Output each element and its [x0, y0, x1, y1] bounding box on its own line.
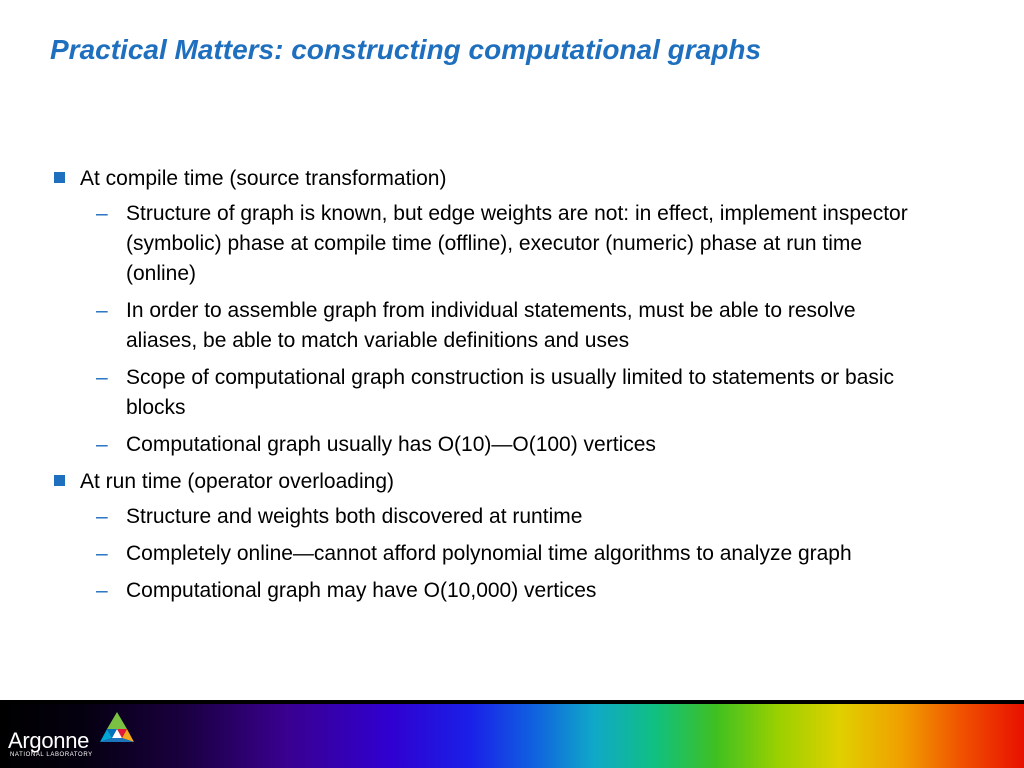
slide-title: Practical Matters: constructing computational graphs — [50, 34, 762, 65]
sub-bullet-item — [80, 576, 912, 606]
footer-spectrum-bar — [0, 700, 1024, 768]
sub-bullet-item — [80, 430, 912, 460]
square-bullet-icon — [54, 475, 65, 486]
sub-bullet-item — [80, 296, 912, 356]
square-bullet-icon — [54, 172, 65, 183]
sub-bullet-text: Completely online—cannot afford polynomial time algorithms to analyze graph — [126, 542, 852, 565]
bullet-list — [52, 164, 912, 613]
dash-bullet-icon: – — [96, 542, 108, 565]
bullet-text: At compile time (source transformation) — [80, 167, 447, 190]
argonne-triangle-logo-icon — [98, 710, 136, 746]
sub-bullet-list — [80, 502, 912, 606]
dash-bullet-icon: – — [96, 505, 108, 528]
dash-bullet-icon: – — [96, 433, 108, 456]
sub-bullet-item — [80, 539, 912, 569]
sub-bullet-text: Computational graph may have O(10,000) vertices — [126, 579, 597, 602]
sub-bullet-item — [80, 199, 912, 289]
bullet-item — [52, 164, 912, 460]
sub-bullet-item — [80, 502, 912, 532]
bullet-text: At run time (operator overloading) — [80, 470, 394, 493]
dash-bullet-icon: – — [96, 202, 108, 225]
footer-divider — [0, 700, 1024, 704]
dash-bullet-icon: – — [96, 366, 108, 389]
logo-subtext: NATIONAL LABORATORY — [10, 752, 93, 758]
logo-wordmark: Argonne — [8, 728, 90, 753]
sub-bullet-text: In order to assemble graph from individual statements, must be able to resolve aliases, be able to match variable definitions and uses — [126, 299, 856, 352]
argonne-logo — [8, 710, 138, 762]
dash-bullet-icon: – — [96, 299, 108, 322]
sub-bullet-text: Structure of graph is known, but edge weights are not: in effect, implement inspector (symbolic) phase at compile time (offline), executor (numeric) phase at run time (online) — [126, 202, 908, 285]
sub-bullet-text: Scope of computational graph construction is usually limited to statements or basic blocks — [126, 366, 895, 419]
sub-bullet-list — [80, 199, 912, 460]
sub-bullet-text: Computational graph usually has O(10)—O(100) vertices — [126, 433, 656, 456]
sub-bullet-text: Structure and weights both discovered at runtime — [126, 505, 583, 528]
dash-bullet-icon: – — [96, 579, 108, 602]
sub-bullet-item — [80, 363, 912, 423]
bullet-item — [52, 467, 912, 606]
